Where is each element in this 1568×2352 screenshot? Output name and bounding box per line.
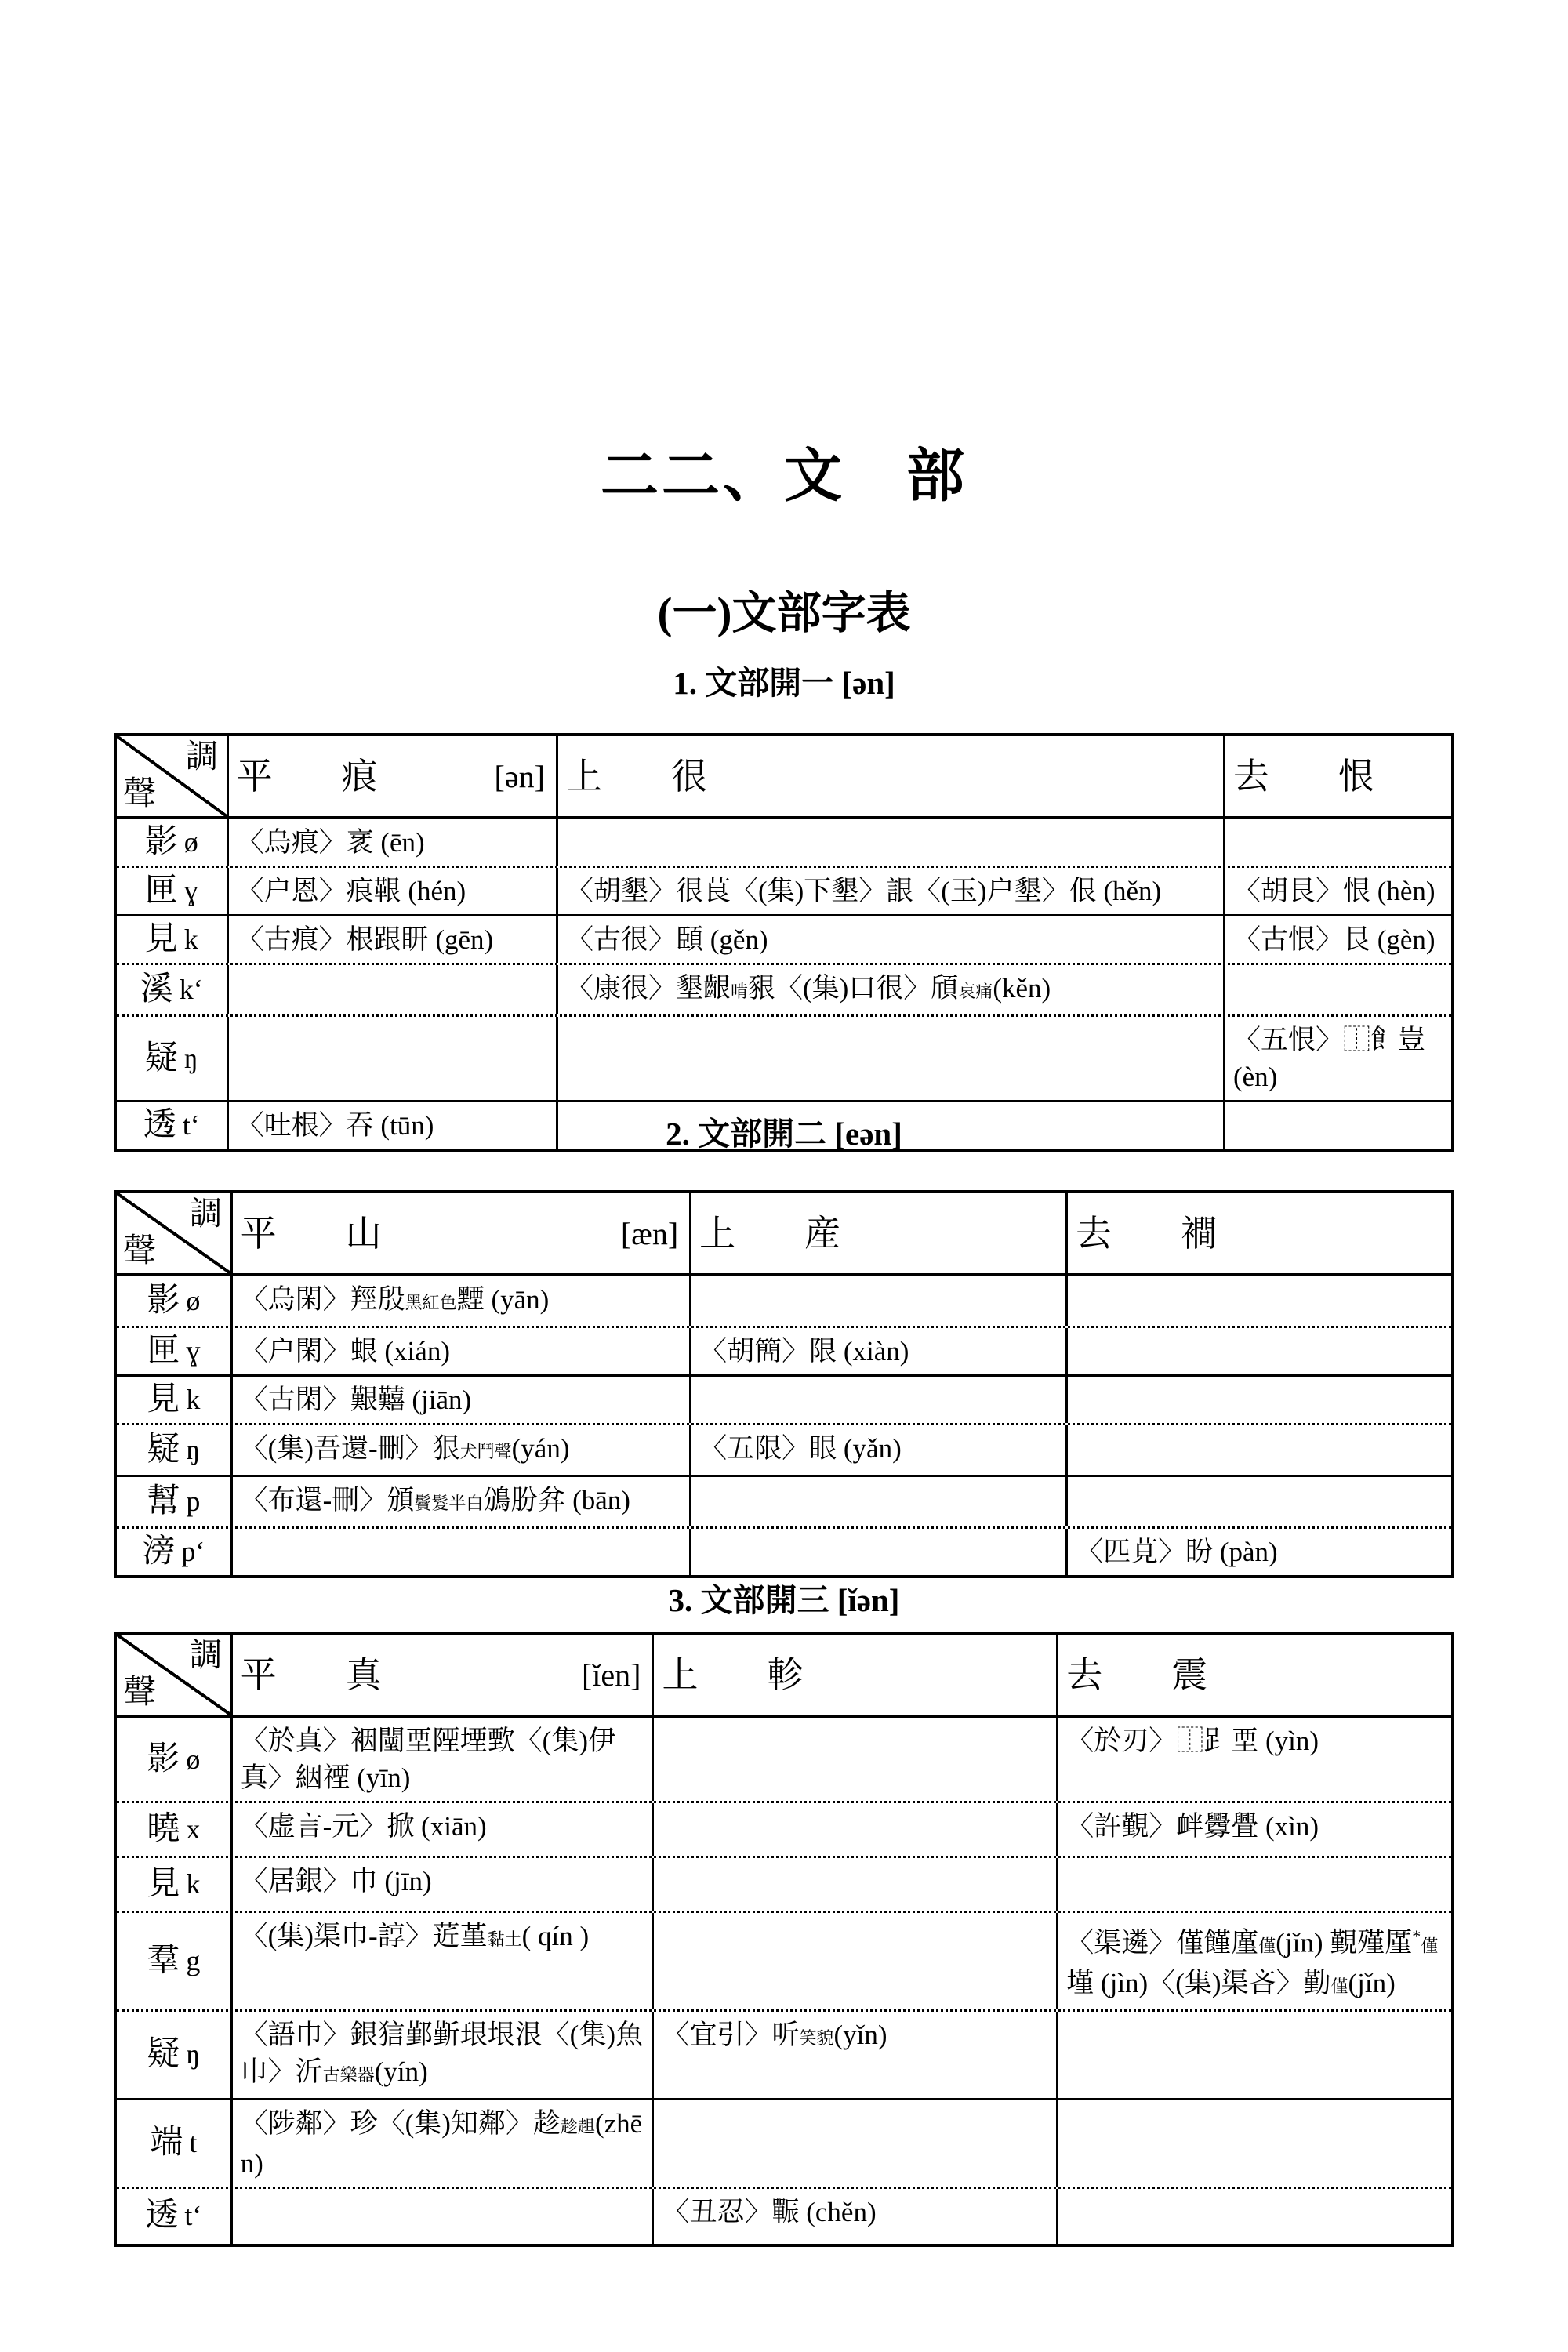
entry-text: 〈匹莧〉盼 (pàn) bbox=[1076, 1537, 1278, 1567]
entry-text: 黫 (yān) bbox=[456, 1284, 550, 1315]
cell-shang bbox=[556, 819, 1223, 866]
initial-phonetic: t‘ bbox=[184, 2200, 202, 2232]
gloss-text: 僅 bbox=[1421, 1936, 1439, 1956]
entry-text: 豤〈(集)口很〉頎 bbox=[747, 973, 959, 1004]
entry-text: 〈户閑〉蛝 (xián) bbox=[240, 1336, 450, 1367]
cell-qu bbox=[1056, 2100, 1451, 2187]
entry-text: ( qín ) bbox=[521, 1921, 590, 1951]
gloss-text: 僅 bbox=[1258, 1936, 1276, 1956]
entry-text: 〈於刃〉⿰𧾷垔 (yìn) bbox=[1066, 1726, 1319, 1756]
cell-ping bbox=[230, 2189, 652, 2244]
initial-cell bbox=[117, 1276, 230, 1326]
rhyme-ipa: [æn] bbox=[620, 1215, 679, 1251]
entry-text: 〈布還-刪〉頒 bbox=[240, 1485, 415, 1515]
initial-character: 溪 bbox=[140, 971, 173, 1007]
cell-qu bbox=[1065, 1477, 1451, 1526]
entry-text: 〈虚言-元〉掀 (xiān) bbox=[240, 1811, 487, 1842]
initial-phonetic: k bbox=[186, 1384, 201, 1415]
phonology-table bbox=[114, 1190, 1454, 1578]
cell-qu bbox=[1065, 1529, 1451, 1575]
table-row bbox=[117, 1803, 1451, 1858]
table-row bbox=[117, 1858, 1451, 1913]
rhyme-label: 恨 bbox=[1338, 756, 1374, 797]
initial-cell bbox=[117, 1477, 230, 1526]
entry-text: 〈胡簡〉限 (xiàn) bbox=[699, 1336, 909, 1367]
section-heading: 2. 文部開二 [eən] bbox=[666, 1116, 902, 1152]
initial-cell bbox=[117, 1328, 230, 1374]
initial-phonetic: ŋ bbox=[183, 1042, 198, 1074]
section bbox=[114, 1113, 1454, 1578]
gloss-text: 鬢髮半白 bbox=[414, 1494, 484, 1513]
cell-shang bbox=[689, 1425, 1065, 1475]
entry-text: (yín) bbox=[374, 2056, 428, 2087]
corner-cell bbox=[117, 736, 227, 816]
table-row bbox=[117, 1328, 1451, 1377]
initial-character: 幫 bbox=[147, 1483, 180, 1519]
entry-text: 〈古很〉頣 (gěn) bbox=[565, 924, 768, 955]
rhyme-ipa: [ǐen] bbox=[581, 1657, 641, 1693]
header-cell-qu bbox=[1056, 1635, 1451, 1715]
entry-text: 〈渠遴〉僅饉廑 bbox=[1066, 1927, 1259, 1958]
entry-text: (yǐn) bbox=[833, 2019, 887, 2050]
initial-phonetic: g bbox=[186, 1944, 201, 1976]
gloss-text: 啃 bbox=[730, 982, 748, 1001]
cell-ping bbox=[230, 1718, 652, 1801]
table-row bbox=[117, 2100, 1451, 2189]
table-row bbox=[117, 1276, 1451, 1328]
initial-phonetic: k‘ bbox=[179, 974, 203, 1005]
corner-label-initial: 聲 bbox=[123, 776, 157, 812]
entry-text: 〈吐根〉吞 (tūn) bbox=[236, 1110, 434, 1141]
cell-shang bbox=[689, 1477, 1065, 1526]
table-header bbox=[117, 736, 1451, 819]
cell-shang bbox=[652, 2189, 1056, 2244]
initial-cell bbox=[117, 916, 227, 963]
initial-character: 見 bbox=[147, 1381, 180, 1417]
entry-text: (jǐn) bbox=[1348, 1967, 1396, 1998]
entry-text: 〈居銀〉巾 (jīn) bbox=[240, 1866, 432, 1896]
cell-shang bbox=[652, 1858, 1056, 1911]
section-heading: 3. 文部開三 [ǐən] bbox=[668, 1582, 900, 1618]
initial-character: 疑 bbox=[147, 2036, 180, 2073]
entry-text: 〈(集)吾還-刪〉狠 bbox=[240, 1433, 460, 1464]
initial-character: 匣 bbox=[147, 1333, 180, 1369]
page-title: 二二、文 部 bbox=[601, 445, 967, 509]
cell-qu bbox=[1223, 916, 1451, 963]
tone-label: 平 bbox=[236, 756, 273, 797]
initial-character: 疑 bbox=[144, 1040, 178, 1076]
cell-qu bbox=[1223, 868, 1451, 914]
cell-shang bbox=[556, 868, 1223, 914]
cell-shang bbox=[556, 916, 1223, 963]
initial-cell bbox=[117, 965, 227, 1014]
cell-qu bbox=[1065, 1276, 1451, 1326]
initial-character: 影 bbox=[147, 1283, 180, 1319]
gloss-text: 犬鬥聲 bbox=[459, 1442, 512, 1461]
tone-label: 去 bbox=[1066, 1654, 1103, 1695]
section-heading: 1. 文部開一 [ən] bbox=[673, 665, 895, 701]
rhyme-label: 痕 bbox=[341, 756, 378, 797]
cell-ping bbox=[230, 1858, 652, 1911]
table-row bbox=[117, 2012, 1451, 2100]
initial-character: 影 bbox=[147, 1740, 180, 1777]
table-row bbox=[117, 1425, 1451, 1477]
initial-cell bbox=[117, 1858, 230, 1911]
entry-text: 墐 (jìn)〈(集)渠吝〉勤 bbox=[1066, 1967, 1331, 1998]
header-cell-qu bbox=[1223, 736, 1451, 816]
tone-label: 去 bbox=[1076, 1213, 1112, 1254]
table-row bbox=[117, 2189, 1451, 2244]
table-row bbox=[117, 965, 1451, 1017]
cell-ping bbox=[230, 2100, 652, 2187]
cell-qu bbox=[1056, 1803, 1451, 1856]
cell-ping bbox=[230, 1276, 689, 1326]
initial-character: 影 bbox=[144, 824, 178, 860]
rhyme-label: 産 bbox=[804, 1213, 841, 1254]
cell-ping bbox=[230, 1477, 689, 1526]
cell-ping bbox=[230, 1803, 652, 1856]
rhyme-label: 震 bbox=[1171, 1654, 1208, 1695]
rhyme-label: 山 bbox=[345, 1213, 382, 1254]
gloss-text: 黑紅色 bbox=[405, 1293, 457, 1312]
cell-shang bbox=[652, 1913, 1056, 2009]
gloss-text: 古樂器 bbox=[322, 2064, 375, 2085]
entry-text: 〈康很〉墾齦 bbox=[565, 973, 731, 1004]
entry-text: 〈古恨〉艮 (gèn) bbox=[1232, 924, 1436, 955]
cell-shang bbox=[652, 1718, 1056, 1801]
cell-qu bbox=[1056, 2012, 1451, 2098]
initial-phonetic: ø bbox=[183, 826, 198, 858]
entry-text: 〈胡艮〉恨 (hèn) bbox=[1232, 876, 1436, 906]
entry-text: 〈五恨〉⿰飠豈 (èn) bbox=[1232, 1025, 1425, 1092]
initial-cell bbox=[117, 2012, 230, 2098]
initial-cell bbox=[117, 1718, 230, 1801]
entry-text: 〈烏閑〉羥殷 bbox=[240, 1284, 405, 1315]
rhyme-ipa: [ən] bbox=[494, 758, 545, 794]
initial-cell bbox=[117, 1803, 230, 1856]
corner-label-tone: 調 bbox=[185, 739, 219, 775]
entry-text: 〈古痕〉根跟䀘 (gēn) bbox=[236, 924, 494, 955]
entry-text: 〈於真〉裀闉垔陻堙歅〈(集)伊真〉絪禋 (yīn) bbox=[240, 1726, 615, 1793]
initial-phonetic: ø bbox=[186, 1285, 201, 1316]
gloss-text: 笑貌 bbox=[799, 2027, 834, 2048]
corner-label-initial: 聲 bbox=[123, 1233, 157, 1269]
cell-qu bbox=[1056, 1858, 1451, 1911]
cell-qu bbox=[1065, 1328, 1451, 1374]
entry-text: 〈丑忍〉辴 (chěn) bbox=[662, 2196, 877, 2227]
cell-shang bbox=[556, 965, 1223, 1014]
cell-shang bbox=[652, 1803, 1056, 1856]
cell-shang bbox=[689, 1377, 1065, 1423]
cell-ping bbox=[227, 916, 556, 963]
initial-phonetic: ŋ bbox=[186, 2038, 201, 2071]
initial-phonetic: t‘ bbox=[182, 1109, 200, 1141]
cell-ping bbox=[230, 1377, 689, 1423]
table-row bbox=[117, 1529, 1451, 1575]
header-cell-shang bbox=[689, 1193, 1065, 1273]
cell-ping bbox=[230, 1913, 652, 2009]
header-cell-ping bbox=[227, 736, 556, 816]
tone-label: 平 bbox=[240, 1654, 277, 1695]
initial-cell bbox=[117, 868, 227, 914]
initial-character: 端 bbox=[150, 2125, 183, 2161]
header-cell-ping bbox=[230, 1635, 652, 1715]
cell-shang bbox=[652, 2012, 1056, 2098]
cell-ping bbox=[227, 868, 556, 914]
rhyme-label: 很 bbox=[670, 756, 707, 797]
cell-qu bbox=[1056, 1913, 1451, 2009]
footnote-mark: * bbox=[1412, 1926, 1421, 1946]
section bbox=[114, 1580, 1454, 2247]
initial-character: 見 bbox=[144, 921, 178, 957]
cell-qu bbox=[1223, 1017, 1451, 1100]
initial-phonetic: k bbox=[183, 924, 198, 955]
table-row bbox=[117, 1913, 1451, 2012]
corner-label-initial: 聲 bbox=[123, 1675, 157, 1711]
cell-qu bbox=[1223, 819, 1451, 866]
section bbox=[114, 662, 1454, 1152]
initial-phonetic: p‘ bbox=[181, 1536, 205, 1567]
table-header bbox=[117, 1193, 1451, 1276]
initial-character: 滂 bbox=[142, 1534, 176, 1570]
initial-cell bbox=[117, 1529, 230, 1575]
cell-ping bbox=[230, 1529, 689, 1575]
cell-ping bbox=[230, 1328, 689, 1374]
initial-phonetic: p bbox=[186, 1486, 201, 1517]
entry-text: 〈許覲〉衅釁舋 (xìn) bbox=[1066, 1811, 1319, 1842]
initial-phonetic: ɣ bbox=[183, 875, 198, 906]
entry-text: 〈五限〉眼 (yǎn) bbox=[699, 1433, 902, 1464]
header-cell-qu bbox=[1065, 1193, 1451, 1273]
table-row bbox=[117, 819, 1451, 868]
entry-text: (yán) bbox=[511, 1433, 570, 1464]
cell-ping bbox=[230, 2012, 652, 2098]
initial-phonetic: t bbox=[189, 2127, 198, 2159]
cell-qu bbox=[1223, 965, 1451, 1014]
initial-cell bbox=[117, 2100, 230, 2187]
cell-shang bbox=[556, 1017, 1223, 1100]
cell-shang bbox=[689, 1276, 1065, 1326]
initial-cell bbox=[117, 1913, 230, 2009]
table-row bbox=[117, 1718, 1451, 1803]
tone-label: 上 bbox=[662, 1654, 699, 1695]
entry-text: (kěn) bbox=[993, 973, 1051, 1004]
entry-text: 〈陟鄰〉珍〈(集)知鄰〉趁 bbox=[240, 2107, 561, 2139]
cell-ping bbox=[227, 1017, 556, 1100]
initial-character: 曉 bbox=[147, 1811, 180, 1847]
header-cell-shang bbox=[556, 736, 1223, 816]
table-row bbox=[117, 868, 1451, 916]
entry-text: 〈(集)渠巾-諄〉菦堇 bbox=[240, 1921, 488, 1951]
phonology-table bbox=[114, 733, 1454, 1152]
cell-qu bbox=[1056, 1718, 1451, 1801]
initial-cell bbox=[117, 1377, 230, 1423]
entry-text: (jǐn) 覲殣厪 bbox=[1276, 1927, 1413, 1958]
initial-character: 見 bbox=[147, 1866, 180, 1902]
initial-phonetic: ŋ bbox=[186, 1434, 201, 1465]
initial-phonetic: x bbox=[186, 1813, 201, 1845]
initial-character: 匣 bbox=[144, 873, 178, 909]
initial-cell bbox=[117, 819, 227, 866]
corner-cell bbox=[117, 1193, 230, 1273]
cell-qu bbox=[1056, 2189, 1451, 2244]
initial-character: 疑 bbox=[147, 1432, 180, 1468]
entry-text: 〈宜引〉听 bbox=[662, 2019, 800, 2050]
entry-text: 〈烏痕〉衺 (ēn) bbox=[236, 827, 425, 858]
page-subtitle: (一)文部字表 bbox=[657, 589, 911, 638]
tone-label: 上 bbox=[565, 756, 602, 797]
table-row bbox=[117, 1377, 1451, 1425]
entry-text: 〈語巾〉銀狺鄞斳珢垠泿〈(集)魚巾〉沂 bbox=[240, 2019, 643, 2087]
initial-cell bbox=[117, 1425, 230, 1475]
initial-phonetic: ø bbox=[186, 1743, 201, 1775]
initial-cell bbox=[117, 1017, 227, 1100]
cell-shang bbox=[689, 1529, 1065, 1575]
corner-label-tone: 調 bbox=[189, 1196, 223, 1232]
table-row bbox=[117, 1477, 1451, 1529]
rhyme-label: 真 bbox=[345, 1654, 382, 1695]
cell-qu bbox=[1065, 1377, 1451, 1423]
cell-shang bbox=[652, 2100, 1056, 2187]
rhyme-label: 軫 bbox=[767, 1654, 804, 1695]
entry-text: (zhēn) bbox=[240, 2107, 643, 2179]
cell-ping bbox=[227, 819, 556, 866]
phonology-table bbox=[114, 1632, 1454, 2247]
initial-phonetic: k bbox=[186, 1868, 201, 1900]
corner-cell bbox=[117, 1635, 230, 1715]
gloss-text: 哀痛 bbox=[958, 982, 993, 1001]
tone-label: 去 bbox=[1232, 756, 1269, 797]
cell-qu bbox=[1065, 1425, 1451, 1475]
table-row bbox=[117, 1017, 1451, 1102]
gloss-text: 趁趄 bbox=[560, 2116, 595, 2136]
corner-label-tone: 調 bbox=[189, 1638, 223, 1674]
initial-character: 透 bbox=[143, 1107, 176, 1143]
tone-label: 平 bbox=[240, 1213, 277, 1254]
gloss-text: 僅 bbox=[1330, 1976, 1348, 1996]
rhyme-label: 襇 bbox=[1181, 1213, 1218, 1254]
initial-character: 羣 bbox=[147, 1942, 180, 1979]
entry-text: 鳻朌弅 (bān) bbox=[483, 1485, 630, 1515]
entry-text: 〈胡墾〉很茛〈(集)下墾〉詪〈(玉)户墾〉佷 (hěn) bbox=[565, 876, 1162, 906]
header-cell-ping bbox=[230, 1193, 689, 1273]
entry-text: 〈古閑〉艱囏 (jiān) bbox=[240, 1385, 472, 1415]
initial-phonetic: ɣ bbox=[186, 1335, 201, 1367]
entry-text: 〈户恩〉痕鞎 (hén) bbox=[236, 876, 466, 906]
gloss-text: 黏土 bbox=[487, 1929, 522, 1949]
tone-label: 上 bbox=[699, 1213, 736, 1254]
cell-ping bbox=[227, 965, 556, 1014]
table-header bbox=[117, 1635, 1451, 1718]
initial-cell bbox=[117, 2189, 230, 2244]
initial-character: 透 bbox=[145, 2198, 179, 2234]
header-cell-shang bbox=[652, 1635, 1056, 1715]
cell-shang bbox=[689, 1328, 1065, 1374]
cell-ping bbox=[230, 1425, 689, 1475]
table-row bbox=[117, 916, 1451, 965]
